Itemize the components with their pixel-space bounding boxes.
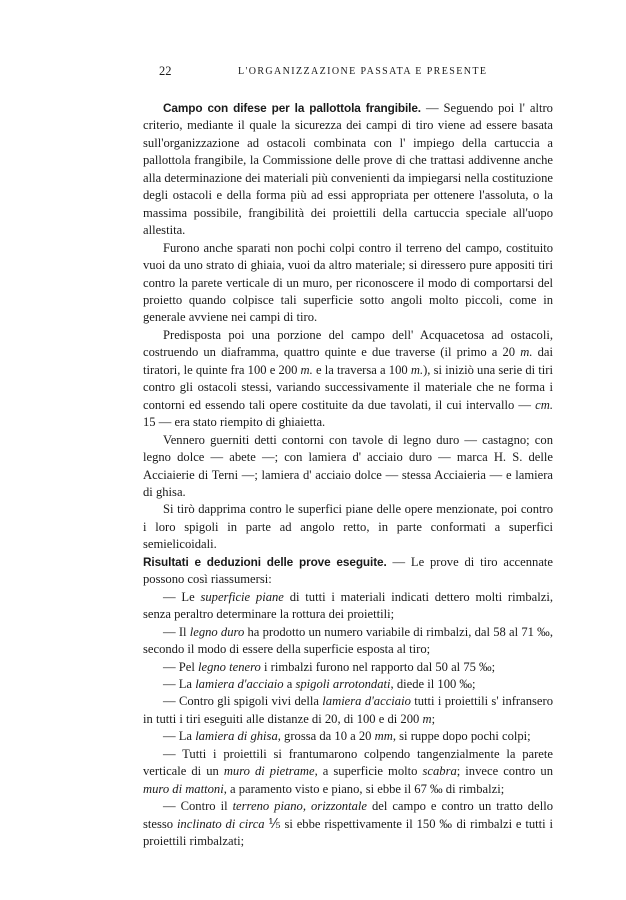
paragraph-furono: Furono anche sparati non pochi colpi contro il terreno del campo, costituito vuoi da uno strato di ghiaia, vuoi da altro materiale; si diressero pure appositi tiri contro la parete verticale di un muro, per riconoscere il modo di comportarsi del proietto quando colpisce tali superficie sotto angoli molto piccoli, come in generale avviene nei campi di tiro. xyxy=(143,240,553,325)
italic-term: spigoli arrotondati xyxy=(295,676,391,691)
unit-meters: m. xyxy=(300,362,313,377)
text-run: 15 — era stato riempito di ghiaietta. xyxy=(143,415,326,430)
italic-term: inclinato di circa xyxy=(176,816,265,831)
page-header xyxy=(143,64,553,84)
text-run: ⅕ si ebbe rispettivamente il 150 ‰ di rimbalzi e tutti i proiettili rimbalzati; xyxy=(143,816,553,849)
text-run: ha prodotto un numero variabile di rimbalzi, dal 58 al 71 ‰, secondo il modo di essere della superficie esposta al tiro; xyxy=(143,624,553,657)
text-run: — La xyxy=(163,676,196,691)
list-item-spigoli-vivi xyxy=(143,693,553,728)
running-head: L'ORGANIZZAZIONE PASSATA E PRESENTE xyxy=(238,66,488,77)
text-run: — Il xyxy=(163,624,190,639)
italic-term: lamiera d'acciaio xyxy=(322,694,411,709)
text-run: ), si iniziò una serie di tiri contro gli ostacoli stessi, variando successivamente il materiale che ne forma i contorni ed essendo tali opere costituite da due tavolati, il cui intervallo — xyxy=(143,362,553,412)
text-run: , a superficie molto xyxy=(314,764,423,779)
italic-term: terreno piano, orizzontale xyxy=(232,799,367,814)
italic-term: muro di pietrame xyxy=(223,764,315,779)
run-in-heading: Campo con difese per la pallottola frangibile. xyxy=(163,101,421,115)
run-in-heading: Risultati e deduzioni delle prove eseguite. xyxy=(143,554,387,569)
list-item-legno-tenero xyxy=(143,659,553,676)
text-run: i rimbalzi furono nel rapporto dal 50 al 75 ‰; xyxy=(260,659,496,674)
italic-term: lamiera di ghisa xyxy=(195,729,278,744)
text-run: del campo e contro un tratto dello stesso xyxy=(143,799,553,831)
text-run: — Tutti i proiettili si frantumarono colpendo tangenzialmente la parete verticale di un xyxy=(143,746,553,779)
list-item-legno-duro xyxy=(143,624,553,659)
paragraph-vennero: Vennero guerniti detti contorni con tavole di legno duro — castagno; con legno dolce — abete —; con lamiera d' acciaio duro — marca H. S. delle Acciaierie di Terni —; lamiera d' acciaio dolce — stessa Acciaieria — e lamiera di ghisa. xyxy=(143,432,553,499)
italic-term: lamiera d'acciaio xyxy=(195,676,284,691)
paragraph-text: — Seguendo poi l' altro criterio, mediante il quale la sicurezza dei campi di tiro viene ad essere basata sull'organizzazione ad ostacoli combinata con l' impiego della cartuccia a pallottola frangibile, la Commissione delle prove di che trattasi addivenne anche alla determinazione dei materiali più convenienti da impiegarsi nella costituzione degli ostacoli e della forma più ad essi appropriata per ottenere l'assoluta, o la massima possibile, frangibilità dei proiettili della cartuccia speciale all'uopo allestita. xyxy=(143,101,553,238)
text-run: — Contro il xyxy=(163,799,233,814)
body-text xyxy=(143,100,553,850)
text-run: , a paramento visto e piano, si ebbe il 67 ‰ di rimbalzi; xyxy=(223,781,505,796)
italic-term: scabra xyxy=(422,764,457,779)
text-run: di tutti i materiali indicati dettero molti rimbalzi, senza peraltro determinare la rottura dei proiettili; xyxy=(143,589,553,622)
list-item-terreno xyxy=(143,798,553,850)
paragraph-campo-difese xyxy=(143,100,553,240)
paragraph-predisposta xyxy=(143,327,553,432)
italic-term: legno tenero xyxy=(197,659,261,674)
page-number: 22 xyxy=(159,64,172,78)
list-item-lamiera-acciaio xyxy=(143,676,553,693)
list-item-superficie-piane xyxy=(143,589,553,624)
unit-centimeters: cm. xyxy=(535,397,553,412)
italic-term: superficie piane xyxy=(200,589,284,604)
unit-meters: m. xyxy=(410,362,424,377)
italic-term: muro di mattoni xyxy=(143,781,224,796)
text-run: ; xyxy=(431,711,436,726)
text-run: tutti i proiettili s' infransero in tutti i tiri eseguiti alle distanze di 20, di 100 e di 200 xyxy=(143,694,553,726)
text-run: a xyxy=(283,676,296,691)
text-run: , diede il 100 ‰; xyxy=(390,676,476,691)
text-run: Predisposta poi una porzione del campo dell' Acquacetosa ad ostacoli, costruendo un diaframma, quattro quinte e due traverse (il primo a 20 xyxy=(143,327,553,360)
text-run: , si ruppe dopo pochi colpi; xyxy=(392,729,531,744)
text-run: — Le xyxy=(163,589,201,604)
text-run: e la traversa a 100 xyxy=(312,362,411,377)
text-run: dai tiratori, le quinte fra 100 e 200 xyxy=(143,345,553,377)
unit-meters: m. xyxy=(520,345,533,360)
text-run: — La xyxy=(163,729,196,744)
text-run: — Contro gli spigoli vivi della xyxy=(163,694,323,709)
italic-term: mm xyxy=(374,729,393,744)
list-item-lamiera-ghisa xyxy=(143,728,553,745)
text-run: ; invece contro un xyxy=(456,764,553,779)
paragraph-risultati xyxy=(143,554,553,589)
paragraph-si-tiro: Si tirò dapprima contro le superfici piane delle opere menzionate, poi contro i loro spigoli in parte ad angolo retto, in parte conformati a superfici semielicoidali. xyxy=(143,502,553,552)
list-item-muro xyxy=(143,746,553,798)
book-page xyxy=(143,64,553,850)
text-run: — Pel xyxy=(163,659,198,674)
italic-term: legno duro xyxy=(189,624,245,639)
paragraph-text: — Le prove di tiro accennate possono così riassumersi: xyxy=(143,554,553,587)
text-run: , grossa da 10 a 20 xyxy=(277,729,375,744)
italic-term: m xyxy=(422,711,432,726)
